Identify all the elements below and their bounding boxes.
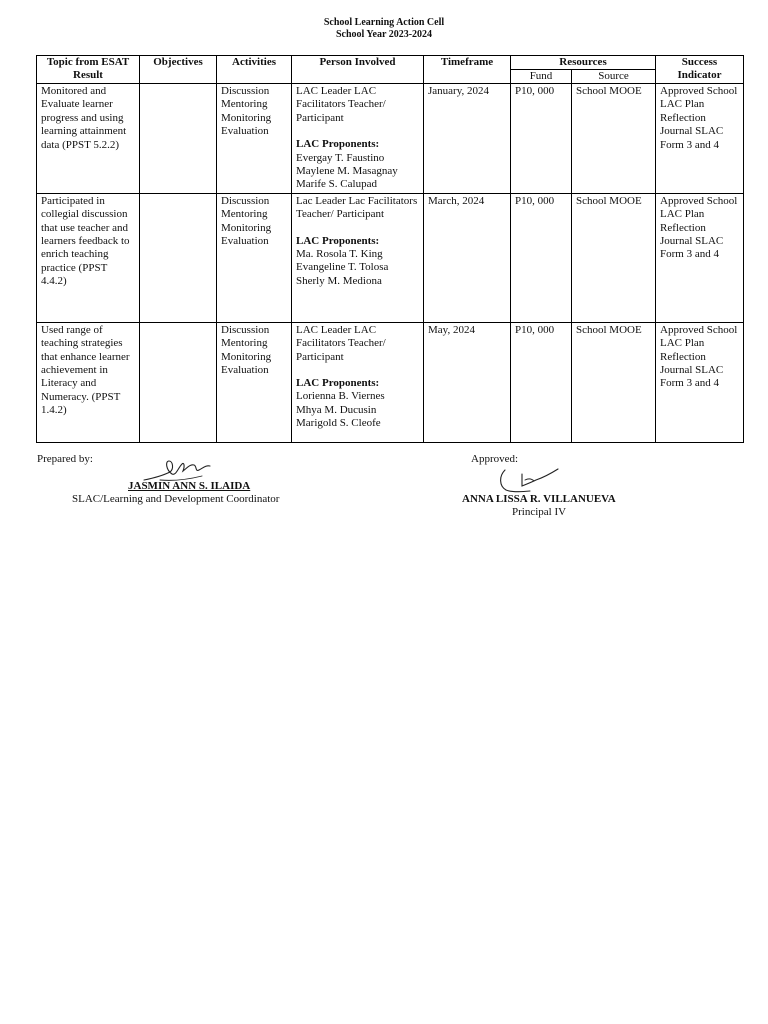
header-row xyxy=(37,56,744,70)
prepared-by-name: JASMIN ANN S. ILAIDA xyxy=(128,480,251,492)
activity-item: Evaluation xyxy=(221,364,269,377)
topic-cell: Used range of teaching strategies that enhance learner achievement in Literacy and Numeracy. (PPST 1.4.2) xyxy=(37,322,140,442)
topic-cell: Monitored and Evaluate learner progress and using learning attainment data (PPST 5.2.2) xyxy=(37,84,140,194)
person-cell xyxy=(292,322,424,442)
document-title: School Learning Action Cell xyxy=(323,17,445,28)
person-roles: LAC Leader LAC Facilitators Teacher/ Participant xyxy=(296,323,386,363)
person-cell xyxy=(292,193,424,322)
source-cell: School MOOE xyxy=(572,193,656,322)
col-person-header: Person Involved xyxy=(292,56,424,84)
timeframe-cell: March, 2024 xyxy=(424,193,511,322)
proponent-name: Lorienna B. Viernes xyxy=(296,390,385,403)
activity-item: Evaluation xyxy=(221,125,269,138)
person-roles: Lac Leader Lac Facilitators Teacher/ Participant xyxy=(296,194,418,221)
topic-cell: Participated in collegial discussion that use teacher and learners feedback to enrich teaching practice (PPST 4.4.2) xyxy=(37,193,140,322)
proponents-label: LAC Proponents: xyxy=(296,234,380,247)
success-cell: Approved School LAC Plan Reflection Journal SLAC Form 3 and 4 xyxy=(656,322,744,442)
proponent-name: Evangeline T. Tolosa xyxy=(296,261,389,274)
objectives-cell xyxy=(140,84,217,194)
proponent-name: Evergay T. Faustino xyxy=(296,151,385,164)
prepared-by-label: Prepared by: xyxy=(37,453,93,465)
proponent-name: Mhya M. Ducusin xyxy=(296,403,377,416)
table-row xyxy=(37,193,744,322)
col-source-header: Source xyxy=(572,70,656,84)
proponent-name: Maylene M. Masagnay xyxy=(296,165,398,178)
lac-plan-table xyxy=(36,55,744,443)
objectives-cell xyxy=(140,322,217,442)
proponents-label: LAC Proponents: xyxy=(296,377,380,390)
table-row xyxy=(37,84,744,194)
timeframe-cell: January, 2024 xyxy=(424,84,511,194)
table-row xyxy=(37,322,744,442)
approved-by-name: ANNA LISSA R. VILLANUEVA xyxy=(462,493,616,505)
col-success-header: Success Indicator xyxy=(656,56,744,84)
person-roles: LAC Leader LAC Facilitators Teacher/ Participant xyxy=(296,85,386,124)
activity-item: Discussion xyxy=(221,323,270,336)
activities-cell xyxy=(217,84,292,194)
school-year: School Year 2023-2024 xyxy=(335,29,433,40)
col-objectives-header: Objectives xyxy=(140,56,217,84)
col-resources-header: Resources xyxy=(511,56,656,70)
activity-item: Monitoring xyxy=(221,111,272,124)
activity-item: Mentoring xyxy=(221,208,268,221)
proponent-name: Marife S. Calupad xyxy=(296,178,377,191)
activity-item: Evaluation xyxy=(221,235,269,248)
col-topic-header: Topic from ESAT Result xyxy=(37,56,140,84)
approved-by-role: Principal IV xyxy=(512,506,567,518)
proponent-name: Ma. Rosola T. King xyxy=(296,248,383,261)
prepared-by-role: SLAC/Learning and Development Coordinator xyxy=(72,493,280,505)
person-cell xyxy=(292,84,424,194)
col-fund-header: Fund xyxy=(511,70,572,84)
page-header xyxy=(0,17,768,41)
activity-item: Monitoring xyxy=(221,350,272,363)
activity-item: Mentoring xyxy=(221,98,268,111)
fund-cell: P10, 000 xyxy=(511,193,572,322)
proponent-name: Marigold S. Cleofe xyxy=(296,417,381,430)
proponent-name: Sherly M. Mediona xyxy=(296,274,382,287)
approved-label: Approved: xyxy=(471,453,519,465)
success-cell: Approved School LAC Plan Reflection Journal SLAC Form 3 and 4 xyxy=(656,84,744,194)
objectives-cell xyxy=(140,193,217,322)
activity-item: Discussion xyxy=(221,194,270,207)
activities-cell xyxy=(217,322,292,442)
activity-item: Discussion xyxy=(221,85,270,97)
col-activities-header: Activities xyxy=(217,56,292,84)
fund-cell: P10, 000 xyxy=(511,84,572,194)
activity-item: Mentoring xyxy=(221,337,268,350)
proponents-label: LAC Proponents: xyxy=(296,138,380,151)
source-cell: School MOOE xyxy=(572,84,656,194)
activities-cell xyxy=(217,193,292,322)
source-cell: School MOOE xyxy=(572,322,656,442)
activity-item: Monitoring xyxy=(221,221,272,234)
fund-cell: P10, 000 xyxy=(511,322,572,442)
col-timeframe-header: Timeframe xyxy=(424,56,511,84)
success-cell: Approved School LAC Plan Reflection Journal SLAC Form 3 and 4 xyxy=(656,193,744,322)
timeframe-cell: May, 2024 xyxy=(424,322,511,442)
approved-signature xyxy=(496,466,566,496)
